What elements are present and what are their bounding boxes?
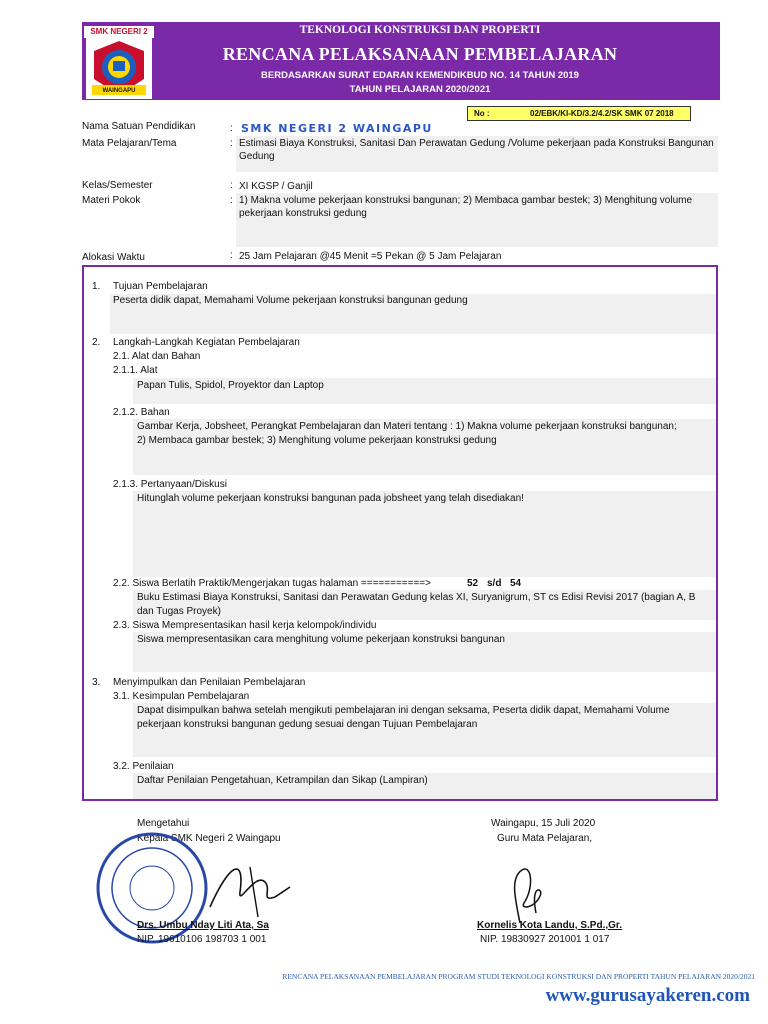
- subsection-title: 2.1.2. Bahan: [113, 407, 170, 418]
- page-title: RENCANA PELAKSANAAN PEMBELAJARAN: [222, 44, 618, 64]
- left-signature: [200, 852, 300, 922]
- header-year: TAHUN PELAJARAN 2020/2021: [349, 84, 491, 95]
- subsection-text: dan Tugas Proyek): [137, 606, 221, 617]
- subsection-title: 2.3. Siswa Mempresentasikan hasil kerja kelompok/individu: [113, 620, 377, 631]
- left-signer-name: Drs. Umbu Nday Liti Ata, Sa: [137, 920, 269, 931]
- class-value: XI KGSP / Ganjil: [239, 181, 313, 192]
- colon: :: [230, 195, 233, 206]
- logo-school-name: SMK NEGERI 2: [84, 26, 154, 38]
- header-program: TEKNOLOGI KONSTRUKSI DAN PROPERTI: [299, 24, 541, 36]
- right-sign-title: Guru Mata Pelajaran,: [497, 833, 593, 844]
- time-value: 25 Jam Pelajaran @45 Menit =5 Pekan @ 5 Jam Pelajaran: [239, 251, 502, 262]
- subsection-text: pekerjaan konstruksi bangunan gedung sesuai dengan Tujuan Pembelajaran: [137, 719, 478, 730]
- subject-field: [236, 136, 718, 172]
- document-number: [467, 106, 691, 121]
- header-basis: BERDASARKAN SURAT EDARAN KEMENDIKBUD NO. 14 TAHUN 2019: [261, 70, 579, 81]
- colon: :: [230, 180, 233, 191]
- subsection-title: 3.1. Kesimpulan Pembelajaran: [113, 691, 250, 702]
- section-title: Tujuan Pembelajaran: [113, 281, 208, 292]
- right-sign-date: Waingapu, 15 Juli 2020: [491, 818, 596, 829]
- material-field: [236, 193, 718, 247]
- subsection-text: Hitunglah volume pekerjaan konstruksi bangunan pada jobsheet yang telah disediakan!: [137, 493, 524, 504]
- page-from: 52: [467, 578, 479, 589]
- left-signer-nip: NIP. 19610106 198703 1 001: [137, 934, 267, 945]
- subsection-text: Siswa mempresentasikan cara menghitung volume pekerjaan konstruksi bangunan: [137, 634, 505, 645]
- number-label: No :: [474, 109, 490, 118]
- section-number: 2.: [92, 337, 101, 348]
- right-signature: [500, 858, 560, 928]
- school-label: Nama Satuan Pendidikan: [82, 121, 196, 132]
- material-value: 1) Makna volume pekerjaan konstruksi bangunan; 2) Membaca gambar bestek; 3) Menghitung volume pekerjaan konstruksi gedung: [239, 195, 693, 219]
- subsection-title: 2.1.1. Alat: [113, 365, 158, 376]
- subject-label: Mata Pelajaran/Tema: [82, 138, 177, 149]
- school-value: SMK NEGERI 2 WAINGAPU: [241, 122, 433, 135]
- colon: :: [230, 250, 233, 261]
- page-sd: s/d: [487, 578, 502, 589]
- section-number: 1.: [92, 281, 101, 292]
- footer-url[interactable]: www.gurusayakeren.com: [545, 985, 750, 1006]
- section-title: Langkah-Langkah Kegiatan Pembelajaran: [113, 337, 300, 348]
- subsection-title: 2.1. Alat dan Bahan: [113, 351, 201, 362]
- logo-city: WAINGAPU: [102, 88, 136, 94]
- colon: :: [230, 123, 233, 134]
- left-sign-title: Kepala SMK Negeri 2 Waingapu: [137, 833, 281, 844]
- page-to: 54: [510, 578, 522, 589]
- subsection-text: Gambar Kerja, Jobsheet, Perangkat Pembelajaran dan Materi tentang : 1) Makna volume pekerjaan konstruksi bangunan;: [137, 421, 677, 432]
- right-signer-name: Kornelis Kota Landu, S.Pd.,Gr.: [477, 920, 623, 931]
- subsection-title: 2.1.3. Pertanyaan/Diskusi: [113, 479, 227, 490]
- section-text: Peserta didik dapat, Memahami Volume pekerjaan konstruksi bangunan gedung: [113, 295, 468, 306]
- right-signer-nip: NIP. 19830927 201001 1 017: [480, 934, 610, 945]
- number-value: 02/EBK/KI-KD/3.2/4.2/SK SMK 07 2018: [530, 109, 674, 118]
- left-sign-caption: Mengetahui: [137, 818, 190, 829]
- section-title: Menyimpulkan dan Penilaian Pembelajaran: [113, 677, 306, 688]
- subsection-text: Papan Tulis, Spidol, Proyektor dan Laptop: [137, 380, 324, 391]
- subsection-text: Buku Estimasi Biaya Konstruksi, Sanitasi dan Perawatan Gedung kelas XI, Suryanigrum, ST cs Edisi Revisi 2017 (bagian A, B: [137, 592, 696, 603]
- class-label: Kelas/Semester: [82, 180, 153, 191]
- colon: :: [230, 138, 233, 149]
- time-label: Alokasi Waktu: [82, 252, 145, 263]
- subsection-text: Daftar Penilaian Pengetahuan, Ketrampilan dan Sikap (Lampiran): [137, 775, 428, 786]
- footer-program: RENCANA PELAKSANAAN PEMBELAJARAN PROGRAM STUDI TEKNOLOGI KONSTRUKSI DAN PROPERTI TAHUN PELAJARAN 2020/2021: [282, 972, 755, 981]
- subsection-title: 2.2. Siswa Berlatih Praktik/Mengerjakan tugas halaman ===========>: [113, 578, 431, 589]
- subject-value: Estimasi Biaya Konstruksi, Sanitasi Dan Perawatan Gedung /Volume pekerjaan pada Konstruksi Bangunan Gedung: [239, 138, 714, 162]
- subsection-title: 3.2. Penilaian: [113, 761, 174, 772]
- section-number: 3.: [92, 677, 101, 688]
- subsection-text: 2) Membaca gambar bestek; 3) Menghitung volume pekerjaan konstruksi gedung: [137, 435, 497, 446]
- subsection-text: Dapat disimpulkan bahwa setelah mengikuti pembelajaran ini dengan seksama, Peserta didik dapat, Memahami Volume: [137, 705, 670, 716]
- material-label: Materi Pokok: [82, 195, 141, 206]
